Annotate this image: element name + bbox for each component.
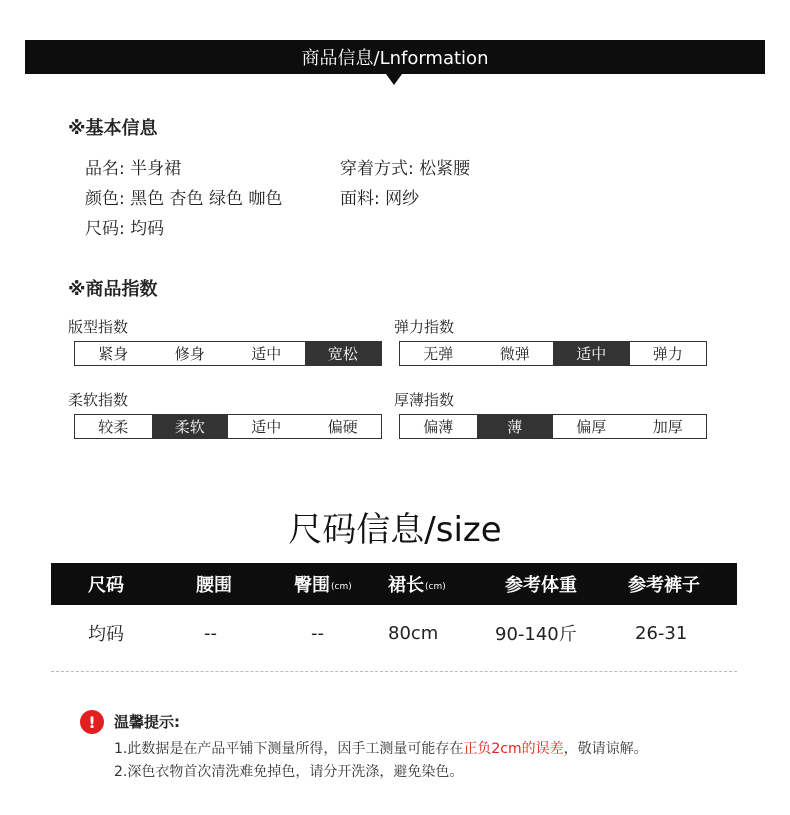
hip-unit: (cm)	[331, 582, 352, 592]
elasticity-option: 微弹	[499, 345, 530, 363]
fit-index-scale	[74, 341, 382, 366]
section-header-title: 商品信息/Lnformation	[301, 48, 489, 69]
hip-header-label: 臀围	[294, 575, 330, 596]
fit-option: 适中	[251, 345, 282, 363]
waist-header-cell	[196, 563, 232, 605]
softness-option: 柔软	[152, 415, 229, 438]
elasticity-option: 无弹	[423, 345, 454, 363]
thickness-index-scale	[399, 414, 707, 439]
info-colors: 颜色: 黑色 杏色 绿色 咖色	[85, 189, 283, 209]
thickness-option: 加厚	[652, 418, 683, 436]
tip-line-1-text: 1.此数据是在产品平铺下测量所得，因手工测量可能存在	[114, 741, 464, 757]
weight-header-label: 参考体重	[505, 575, 577, 596]
thickness-option: 偏厚	[576, 418, 607, 436]
hip-value: --	[311, 622, 324, 644]
weight-header-cell	[505, 563, 577, 605]
length-header-cell	[388, 563, 446, 605]
info-product-name: 品名: 半身裙	[85, 159, 182, 179]
softness-option: 较柔	[98, 418, 129, 436]
softness-option: 偏硬	[327, 418, 358, 436]
elasticity-option: 适中	[553, 342, 630, 365]
tips-title: 温馨提示:	[114, 713, 180, 731]
fit-option: 宽松	[305, 342, 382, 365]
hip-header-cell	[294, 563, 352, 605]
header-pointer-triangle	[386, 74, 402, 85]
exclamation-icon: !	[80, 710, 104, 734]
thickness-option: 偏薄	[423, 418, 454, 436]
tip-line-1-end: ，敬请谅解。	[563, 741, 648, 757]
pants-header-cell	[628, 563, 700, 605]
thickness-index-label: 厚薄指数	[394, 391, 455, 409]
waist-header-label: 腰围	[196, 575, 232, 596]
pants-header-label: 参考裤子	[628, 575, 700, 596]
info-fabric: 面料: 网纱	[340, 189, 420, 209]
size-info-title: 尺码信息/size	[288, 510, 502, 550]
size-header-cell	[88, 563, 124, 605]
tip-line-1-highlight: 正负2cm的误差	[463, 741, 564, 757]
elasticity-index-label: 弹力指数	[394, 318, 455, 336]
fit-option: 紧身	[98, 345, 129, 363]
length-value: 80cm	[388, 622, 439, 644]
pants-value: 26-31	[635, 622, 688, 644]
softness-option: 适中	[251, 418, 282, 436]
thickness-option: 薄	[477, 415, 554, 438]
tip-line-1	[114, 738, 648, 758]
dashed-divider	[51, 671, 737, 672]
basic-info-title: ※基本信息	[68, 118, 158, 139]
waist-value: --	[204, 622, 217, 644]
fit-index-label: 版型指数	[68, 318, 129, 336]
softness-index-scale	[74, 414, 382, 439]
fit-option: 修身	[174, 345, 205, 363]
info-size: 尺码: 均码	[85, 219, 165, 239]
length-header-label: 裙长	[388, 575, 424, 596]
tip-line-2: 2.深色衣物首次清洗难免掉色，请分开洗涤，避免染色。	[114, 764, 464, 780]
elasticity-option: 弹力	[652, 345, 683, 363]
elasticity-index-scale	[399, 341, 707, 366]
size-value: 均码	[88, 624, 124, 645]
info-wearing-style: 穿着方式: 松紧腰	[340, 159, 471, 179]
product-index-title: ※商品指数	[68, 279, 158, 300]
weight-value: 90-140斤	[495, 624, 577, 645]
section-header-banner	[25, 40, 765, 74]
length-unit: (cm)	[425, 582, 446, 592]
table-row	[51, 612, 737, 654]
size-table-header	[51, 563, 737, 605]
softness-index-label: 柔软指数	[68, 391, 129, 409]
size-header-label: 尺码	[88, 575, 124, 596]
